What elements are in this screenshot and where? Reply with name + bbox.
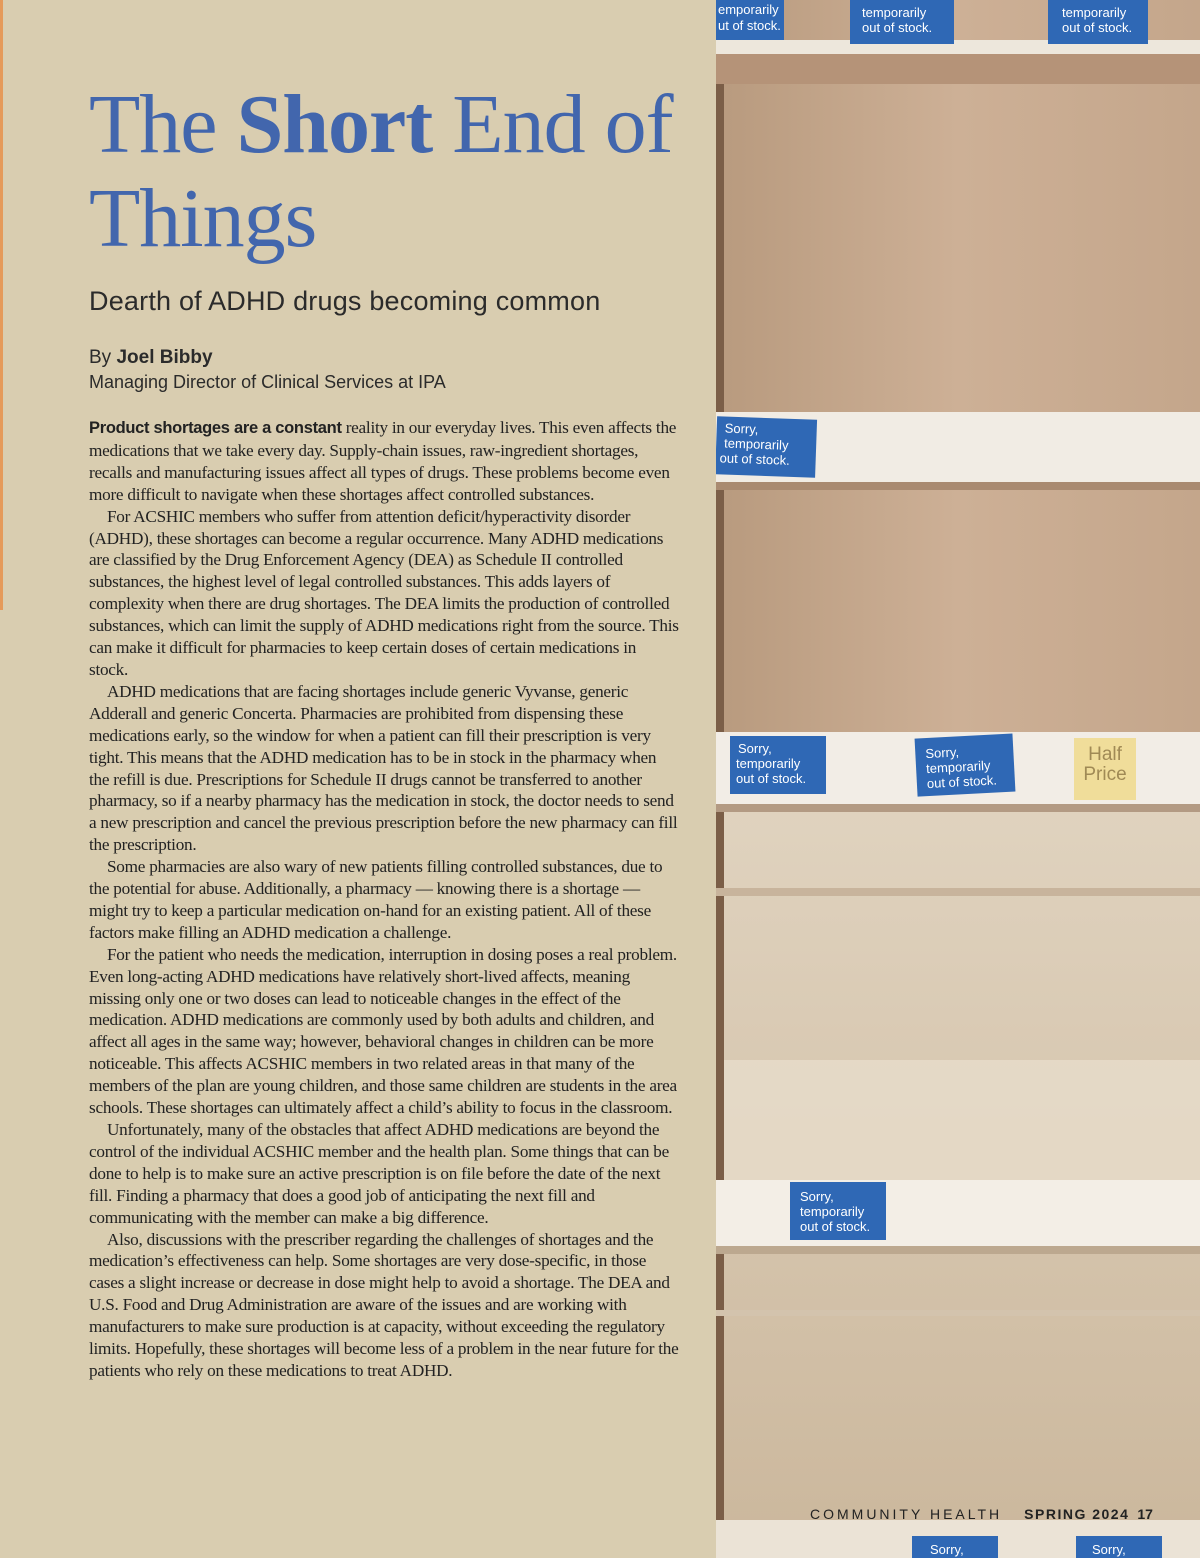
out-of-stock-tag	[730, 736, 826, 794]
tag-text: temporarily	[862, 5, 927, 20]
title-part-1: The	[89, 78, 237, 171]
edge-accent-bar	[0, 0, 3, 610]
tag-text: temporarily	[800, 1204, 865, 1219]
tag-text: temporarily	[736, 756, 801, 771]
out-of-stock-tag	[716, 416, 817, 477]
tag-text: Sorry,	[724, 420, 759, 437]
out-of-stock-tag	[912, 1536, 998, 1558]
shelf-divider	[716, 1310, 1200, 1316]
body-paragraph: For the patient who needs the medication, interruption in dosing poses a real problem. Even long-acting ADHD medications have relatively short-lived affects, meaning missing only one or two doses can lead to noticeable changes in the effect of the medication. ADHD medications are commonly used by both adults and children, and affect all ages in the same way; however, behavioral changes in children can be more noticeable. This affects ACSHIC members in two related areas in that many of the members of the plan are young children, and those same children are students in the area schools. These shortages can ultimately affect a child’s ability to focus in the classroom.	[89, 944, 677, 1118]
paragraph-text: reality in our everyday lives. This even affects the medications that we take every day. Supply-chain issues, raw-ingredient shortages, recalls and manufacturing issues affect all types of drugs. These problems become even more difficult to navigate when these shortages affect controlled substances.	[89, 418, 677, 504]
out-of-stock-tag	[1076, 1536, 1162, 1558]
tag-text: Sorry,	[800, 1189, 834, 1204]
body-paragraph: Also, discussions with the prescriber regarding the challenges of shortages and the medication’s effectiveness can help. Some shortages are very dose-specific, in those cases a slight increase or decrease in dose might help to avoid a shortage. The DEA and U.S. Food and Drug Administration are aware of the issues and are working with manufacturers to make sure production is at capacity, without exceeding the regulatory limits. Hopefully, these shortages will become less of a problem in the near future for the patients who rely on these medications to treat ADHD.	[89, 1229, 679, 1380]
tag-text: out of stock.	[926, 772, 998, 792]
tag-text: Half	[1088, 744, 1122, 765]
tag-text: out of stock.	[862, 20, 933, 35]
author-role: Managing Director of Clinical Services at IPA	[89, 372, 446, 392]
tag-text: emporarily	[718, 2, 779, 17]
tag-text: Sorry,	[1092, 1542, 1126, 1557]
tag-text: out of stock.	[719, 450, 791, 468]
tag-text: Sorry,	[738, 741, 772, 756]
issue-label: SPRING 2024	[1024, 1506, 1130, 1522]
byline-prefix: By	[89, 347, 117, 368]
tag-text: temporarily	[925, 757, 991, 777]
article-subtitle: Dearth of ADHD drugs becoming common	[89, 286, 601, 316]
author-name: Joel Bibby	[116, 347, 213, 368]
lead-in: Product shortages are a constant	[89, 419, 342, 437]
article-title	[89, 78, 699, 266]
tag-text: Sorry,	[924, 744, 960, 762]
half-price-tag	[1074, 738, 1136, 800]
body-paragraph: ADHD medications that are facing shortages include generic Vyvanse, generic Adderall and generic Concerta. Pharmacies are prohibited from dispensing these medications early, so the window for when a patient can fill their prescription is very tight. This means that the ADHD medication has to be in stock in the pharmacy when the refill is due. Prescriptions for Schedule II drugs cannot be transferred to another pharmacy, so if a nearby pharmacy has the medication in stock, the doctor needs to send a new prescription and cancel the previous prescription before the new pharmacy can fill the prescription.	[89, 681, 678, 855]
shelf-divider	[716, 888, 1200, 896]
body-paragraph: Unfortunately, many of the obstacles that affect ADHD medications are beyond the control of the individual ACSHIC member and the health plan. Some things that can be done to help is to make sure an active prescription is on file before the date of the next fill. Finding a pharmacy that does a good job of anticipating the next fill and communicating with the member can make a big difference.	[89, 1120, 669, 1227]
byline	[89, 346, 699, 394]
tag-text: out of stock.	[800, 1219, 871, 1234]
tag-text: out of stock.	[1062, 20, 1133, 35]
tag-text: out of stock.	[736, 771, 807, 786]
title-bold-word: Short	[236, 78, 433, 171]
out-of-stock-tag	[1048, 0, 1148, 44]
page-number: 17	[1137, 1506, 1153, 1522]
empty-shelves-photo	[716, 0, 1200, 1558]
out-of-stock-tag	[716, 0, 784, 40]
page-footer	[810, 1506, 1170, 1526]
tag-text: ut of stock.	[718, 18, 781, 33]
author-line	[89, 346, 699, 370]
article-body	[89, 417, 679, 1382]
out-of-stock-tag	[850, 0, 954, 44]
body-paragraph: For ACSHIC members who suffer from attention deficit/hyperactivity disorder (ADHD), these shortages can become a regular occurrence. Many ADHD medications are classified by the Drug Enforcement Agency (DEA) as Schedule II controlled substances, the highest level of legal controlled substances. This adds layers of complexity when there are drug shortages. The DEA limits the production of controlled substances, which can limit the supply of ADHD medications right from the source. This can make it difficult for pharmacies to keep certain doses of certain medications in stock.	[89, 506, 679, 679]
shelf-edge	[716, 1180, 1200, 1254]
tag-text: temporarily	[1062, 5, 1127, 20]
tag-text: temporarily	[723, 435, 789, 453]
body-paragraph	[89, 417, 679, 506]
body-paragraph: Some pharmacies are also wary of new patients filling controlled substances, due to the potential for abuse. Additionally, a pharmacy — knowing there is a shortage — might try to keep a particular medication on-hand for an existing patient. All of these factors make filling an ADHD medication a challenge.	[89, 857, 663, 942]
shelf-edge	[716, 40, 1200, 84]
title-part-2: End of Things	[89, 78, 673, 265]
out-of-stock-tag	[915, 734, 1016, 797]
tag-text: Price	[1083, 764, 1127, 785]
out-of-stock-tag	[790, 1182, 886, 1240]
tag-text: Sorry,	[930, 1542, 964, 1557]
magazine-name: COMMUNITY HEALTH	[810, 1506, 1003, 1522]
